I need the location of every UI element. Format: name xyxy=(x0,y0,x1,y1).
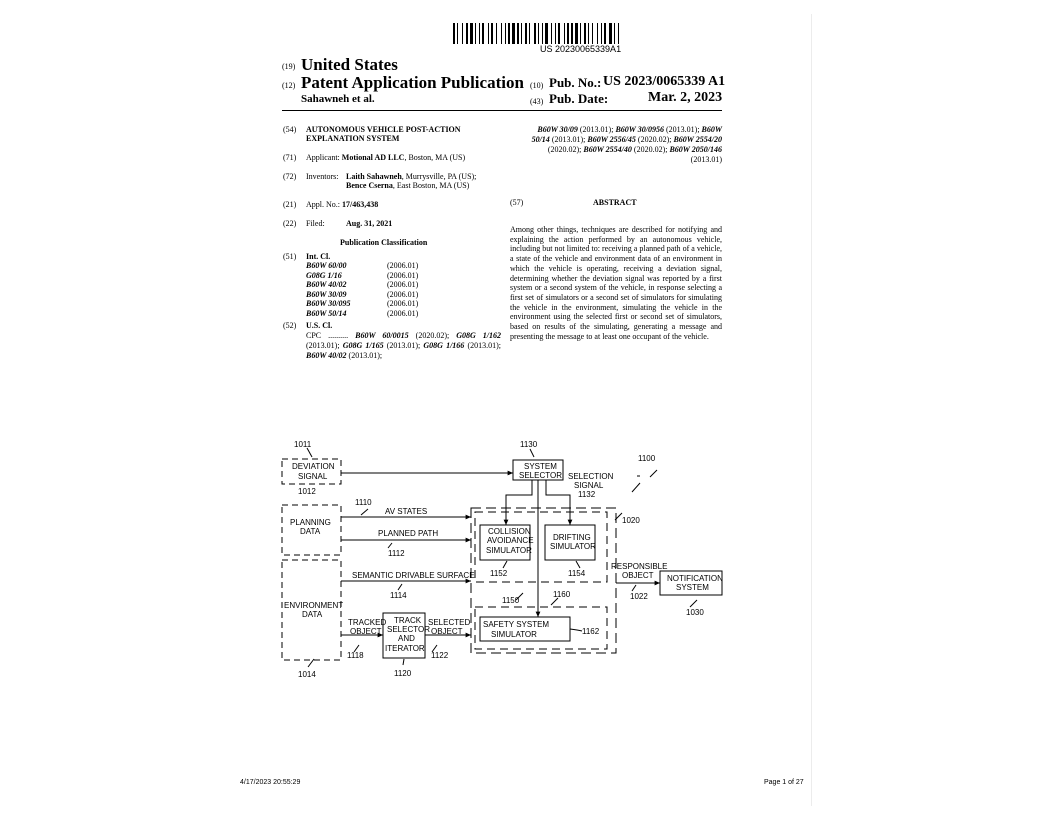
footer-timestamp: 4/17/2023 20:55:29 xyxy=(240,779,301,786)
cpc-date: (2013.01); xyxy=(346,351,383,360)
tracked-line-2: OBJECT xyxy=(350,627,382,636)
cpc-code: G08G 1/166 xyxy=(423,341,465,350)
int-cl-row xyxy=(306,309,418,319)
filed-date: Aug. 31, 2021 xyxy=(346,219,393,228)
cpc-code: B60W 2554/20 xyxy=(673,135,722,144)
ref-1020: 1020 xyxy=(622,516,640,525)
barcode-bar xyxy=(470,23,473,44)
leader-1114 xyxy=(398,584,402,590)
cpc-date: (2013.01); xyxy=(663,125,702,134)
cpc-date: (2020.02); xyxy=(635,135,674,144)
pub-type: Patent Application Publication xyxy=(301,73,524,92)
barcode-bar xyxy=(604,23,606,44)
page-edge-line xyxy=(811,14,812,806)
cpc-code: B60W 2556/45 xyxy=(587,135,636,144)
inventor-2-name: Bence Cserna xyxy=(346,181,393,190)
barcode-bar xyxy=(538,23,539,44)
leader-1030 xyxy=(690,600,697,607)
semantic-surface-label: SEMANTIC DRIVABLE SURFACE xyxy=(352,571,475,580)
pub-date-code: (43) xyxy=(530,97,544,106)
barcode-bar xyxy=(488,23,489,44)
selection-signal-line-1: SELECTION xyxy=(568,472,614,481)
int-cl-code-value: B60W 60/00 xyxy=(306,261,347,270)
barcode-bar xyxy=(575,23,578,44)
inventor-2 xyxy=(346,181,469,191)
cpc-date: (2013.01); xyxy=(464,341,501,350)
ref-1160: 1160 xyxy=(553,590,571,599)
track-selector-line-4: ITERATOR xyxy=(385,644,425,653)
cpc-code: B60W 60/0015 xyxy=(355,331,409,340)
track-selector-line-3: AND xyxy=(398,634,415,643)
cpc-date: (2013.01); xyxy=(383,341,424,350)
cpc-date: (2013.01); xyxy=(577,125,616,134)
planning-line-2: DATA xyxy=(300,527,321,536)
cpc-continued xyxy=(530,125,722,165)
barcode-bar xyxy=(551,23,552,44)
inventors-label: Inventors: xyxy=(306,172,339,181)
barcode-bar xyxy=(555,23,556,44)
barcode-bar xyxy=(592,23,593,44)
inventor-2-location: , East Boston, MA (US) xyxy=(392,181,470,190)
ref-1162: 1162 xyxy=(582,627,600,636)
barcode-bar xyxy=(501,23,502,44)
selected-line-2: OBJECT xyxy=(431,627,463,636)
int-cl-code: (51) xyxy=(283,252,297,261)
abstract-heading: ABSTRACT xyxy=(593,198,637,207)
collision-line-2: AVOIDANCE xyxy=(487,536,534,545)
cpc-code: B60W 2050/146 xyxy=(669,145,722,154)
leader-1160 xyxy=(551,598,558,605)
int-cl-code-value: G08G 1/16 xyxy=(306,270,342,280)
cpc-date: (2013.01); xyxy=(549,135,588,144)
barcode-bar xyxy=(597,23,598,44)
barcode-number: US 20230065339A1 xyxy=(540,44,622,54)
responsible-line-1: RESPONSIBLE xyxy=(611,562,668,571)
cpc-code: B60W 50/14 xyxy=(531,125,722,144)
appl-no: 17/463,438 xyxy=(342,200,379,209)
selector-to-drifting-arrow xyxy=(546,480,570,525)
collision-line-3: SIMULATOR xyxy=(486,546,532,555)
int-cl-code-value: B60W 30/095 xyxy=(306,299,351,308)
int-cl-code-value: B60W 30/09 xyxy=(306,289,347,299)
cpc-date: (2013.01); xyxy=(306,341,343,350)
applicant-name: Motional AD LLC xyxy=(341,153,405,162)
barcode-bar xyxy=(542,23,543,44)
cpc-date: (2013.01) xyxy=(690,155,722,164)
ref-1152: 1152 xyxy=(490,569,508,578)
barcode-bar xyxy=(496,23,497,44)
int-cl-code-value: B60W 50/14 xyxy=(306,308,347,318)
leader-1110 xyxy=(361,509,368,515)
applicant-location: , Boston, MA (US) xyxy=(404,153,466,162)
ref-1030: 1030 xyxy=(686,608,704,617)
track-selector-line-2: SELECTOR xyxy=(387,625,430,634)
int-cl-row xyxy=(306,271,418,281)
int-cl-version: (2006.01) xyxy=(387,270,419,280)
av-states-label: AV STATES xyxy=(385,507,428,516)
barcode-bar xyxy=(479,23,480,44)
barcode-bar xyxy=(588,23,589,44)
drifting-line-2: SIMULATOR xyxy=(550,542,596,551)
barcode-bar xyxy=(525,23,527,44)
inventors-short: Sahawneh et al. xyxy=(301,93,375,105)
appl-code: (21) xyxy=(283,200,297,209)
int-cl-version: (2006.01) xyxy=(387,280,419,289)
ref-1150: 1150 xyxy=(502,596,520,605)
pub-date: Mar. 2, 2023 xyxy=(648,90,723,105)
barcode-bar xyxy=(618,23,619,44)
appl-line xyxy=(306,200,378,210)
drifting-line-1: DRIFTING xyxy=(553,533,591,542)
cpc-code: B60W 30/09 xyxy=(537,125,578,134)
barcode-bar xyxy=(505,23,506,44)
barcode-bar xyxy=(571,23,573,44)
planned-path-label: PLANNED PATH xyxy=(378,529,439,538)
filed-code: (22) xyxy=(283,219,297,228)
int-cl-row xyxy=(306,261,418,271)
notification-line-2: SYSTEM xyxy=(676,583,709,592)
ref-1154: 1154 xyxy=(568,569,586,578)
cpc-prefix: CPC .......... xyxy=(306,331,356,340)
barcode-bar xyxy=(614,23,615,44)
us-cl-code: (52) xyxy=(283,321,297,330)
int-cl-version: (2006.01) xyxy=(387,299,419,308)
applicant-label: Applicant: xyxy=(306,153,340,162)
header-rule xyxy=(282,110,722,111)
barcode-bar xyxy=(580,23,581,44)
barcode-bar xyxy=(534,23,536,44)
cpc-date: (2020.02); xyxy=(631,145,670,154)
int-cl-version: (2006.01) xyxy=(387,308,419,318)
int-cl-row xyxy=(306,290,418,300)
ref-1110: 1110 xyxy=(355,498,372,507)
barcode-bar xyxy=(609,23,612,44)
abstract-text: Among other things, techniques are described for notifying and explaining the action performed by an autonomous vehicle, including but not limited to: receiving a planned path of a vehicle, a state of the vehicle and environment data of an environment in which the vehicle is operating, receiving a deviation signal, determining whether the deviation signal was reported by a first system or a second system of the vehicle, in response selecting a first set of simulators or a second set of simulators for simulating the vehicle in the environment, simulating the vehicle in the environment using the selected first or second set of simulators, based on results of the simulating, generating a message and presenting the message to at least one occupant of the vehicle. xyxy=(510,225,722,341)
cpc-main xyxy=(306,331,501,361)
barcode-bar xyxy=(521,23,522,44)
figure-1100 xyxy=(270,435,740,685)
leader-1152 xyxy=(503,561,507,568)
barcode-bar xyxy=(601,23,602,44)
cpc-code: B60W 40/02 xyxy=(306,351,347,360)
barcode-bar xyxy=(558,23,560,44)
cpc-date: (2020.02); xyxy=(408,331,457,340)
system-selector-line-2: SELECTOR xyxy=(519,471,562,480)
selection-signal-line-2: SIGNAL xyxy=(574,481,604,490)
ref-1112: 1112 xyxy=(388,549,405,558)
footer-page: Page 1 of 27 xyxy=(764,779,804,786)
country-code: (19) xyxy=(282,62,296,71)
title-line-1: AUTONOMOUS VEHICLE POST-ACTION xyxy=(306,125,461,134)
collision-line-1: COLLISION xyxy=(488,527,531,536)
pub-no: US 2023/0065339 A1 xyxy=(603,74,726,89)
int-cl-table xyxy=(306,261,418,318)
int-cl-row xyxy=(306,280,418,290)
pub-date-label: Pub. Date: xyxy=(549,91,609,106)
barcode-bar xyxy=(466,23,468,44)
cpc-date: (2020.02); xyxy=(547,145,584,154)
planning-line-1: PLANNING xyxy=(290,518,331,527)
barcode-bar xyxy=(564,23,565,44)
selector-to-collision-arrow xyxy=(506,480,532,525)
track-selector-line-1: TRACK xyxy=(394,616,422,625)
barcode-bar xyxy=(475,23,476,44)
environment-line-1: ENVIRONMENT xyxy=(284,601,344,610)
barcode xyxy=(453,23,725,44)
barcode-bar xyxy=(462,23,463,44)
barcode-bar xyxy=(453,23,455,44)
title-line-2: EXPLANATION SYSTEM xyxy=(306,134,400,143)
pub-no-code: (10) xyxy=(530,81,544,90)
barcode-bar xyxy=(482,23,484,44)
cpc-code: B60W 2554/40 xyxy=(583,145,632,154)
pub-class-heading: Publication Classification xyxy=(340,238,428,247)
pub-no-label: Pub. No.: xyxy=(549,75,602,90)
int-cl-label: Int. Cl. xyxy=(306,252,331,261)
ref-1132: 1132 xyxy=(578,490,596,499)
cpc-code: G08G 1/162 xyxy=(456,331,501,340)
inventors-code: (72) xyxy=(283,172,297,181)
applicant-line xyxy=(306,153,465,163)
ref-1122: 1122 xyxy=(431,651,449,660)
cpc-code: G08G 1/165 xyxy=(342,341,384,350)
leader-1100 xyxy=(650,470,657,477)
environment-line-2: DATA xyxy=(302,610,323,619)
country: United States xyxy=(301,55,398,74)
ref-1114: 1114 xyxy=(390,591,407,600)
inventor-1-name: Laith Sahawneh xyxy=(346,172,402,181)
int-cl-code-value: B60W 40/02 xyxy=(306,280,347,289)
barcode-bar xyxy=(584,23,586,44)
leader-1120 xyxy=(403,659,404,665)
barcode-bar xyxy=(545,23,548,44)
barcode-bar xyxy=(567,23,569,44)
int-cl-row xyxy=(306,299,418,309)
int-cl-version: (2006.01) xyxy=(387,289,419,299)
barcode-bar xyxy=(512,23,515,44)
ref-1011: 1011 xyxy=(294,440,312,449)
barcode-bar xyxy=(517,23,519,44)
ref-1022: 1022 xyxy=(630,592,648,601)
appl-label: Appl. No.: xyxy=(306,200,340,209)
leader-1022 xyxy=(632,585,636,591)
safety-line-1: SAFETY SYSTEM xyxy=(483,620,550,629)
ref-1120: 1120 xyxy=(394,669,412,678)
us-cl-label: U.S. Cl. xyxy=(306,321,333,330)
barcode-bar xyxy=(457,23,458,44)
cpc-code: B60W 30/0956 xyxy=(615,125,664,134)
leader-1162 xyxy=(570,629,582,631)
inventor-1-location: , Murrysville, PA (US); xyxy=(401,172,477,181)
leader-1112 xyxy=(388,543,392,548)
tracked-line-1: TRACKED xyxy=(348,618,387,627)
system-selector-line-1: SYSTEM xyxy=(524,462,557,471)
pub-type-code: (12) xyxy=(282,81,296,90)
leader-1011 xyxy=(307,448,312,457)
ref-1014: 1014 xyxy=(298,670,316,679)
responsible-line-2: OBJECT xyxy=(622,571,654,580)
ref-1130: 1130 xyxy=(520,440,538,449)
ref-1100: 1100 xyxy=(638,454,656,463)
filed-label: Filed: xyxy=(306,219,325,228)
safety-line-2: SIMULATOR xyxy=(491,630,537,639)
deviation-line-1: DEVIATION xyxy=(292,462,335,471)
barcode-bar xyxy=(508,23,510,44)
leader-1130 xyxy=(530,449,534,457)
abstract-code: (57) xyxy=(510,198,524,207)
notification-line-1: NOTIFICATION xyxy=(667,574,723,583)
ref-1118: 1118 xyxy=(347,651,364,660)
leader-1154 xyxy=(576,561,580,568)
deviation-line-2: SIGNAL xyxy=(298,472,328,481)
int-cl-version: (2006.01) xyxy=(387,261,419,270)
applicant-code: (71) xyxy=(283,153,297,162)
title-code: (54) xyxy=(283,125,297,134)
ref-1012: 1012 xyxy=(298,487,316,496)
selected-line-1: SELECTED xyxy=(428,618,471,627)
barcode-bar xyxy=(529,23,530,44)
leader-1132 xyxy=(632,483,640,492)
barcode-bar xyxy=(491,23,493,44)
